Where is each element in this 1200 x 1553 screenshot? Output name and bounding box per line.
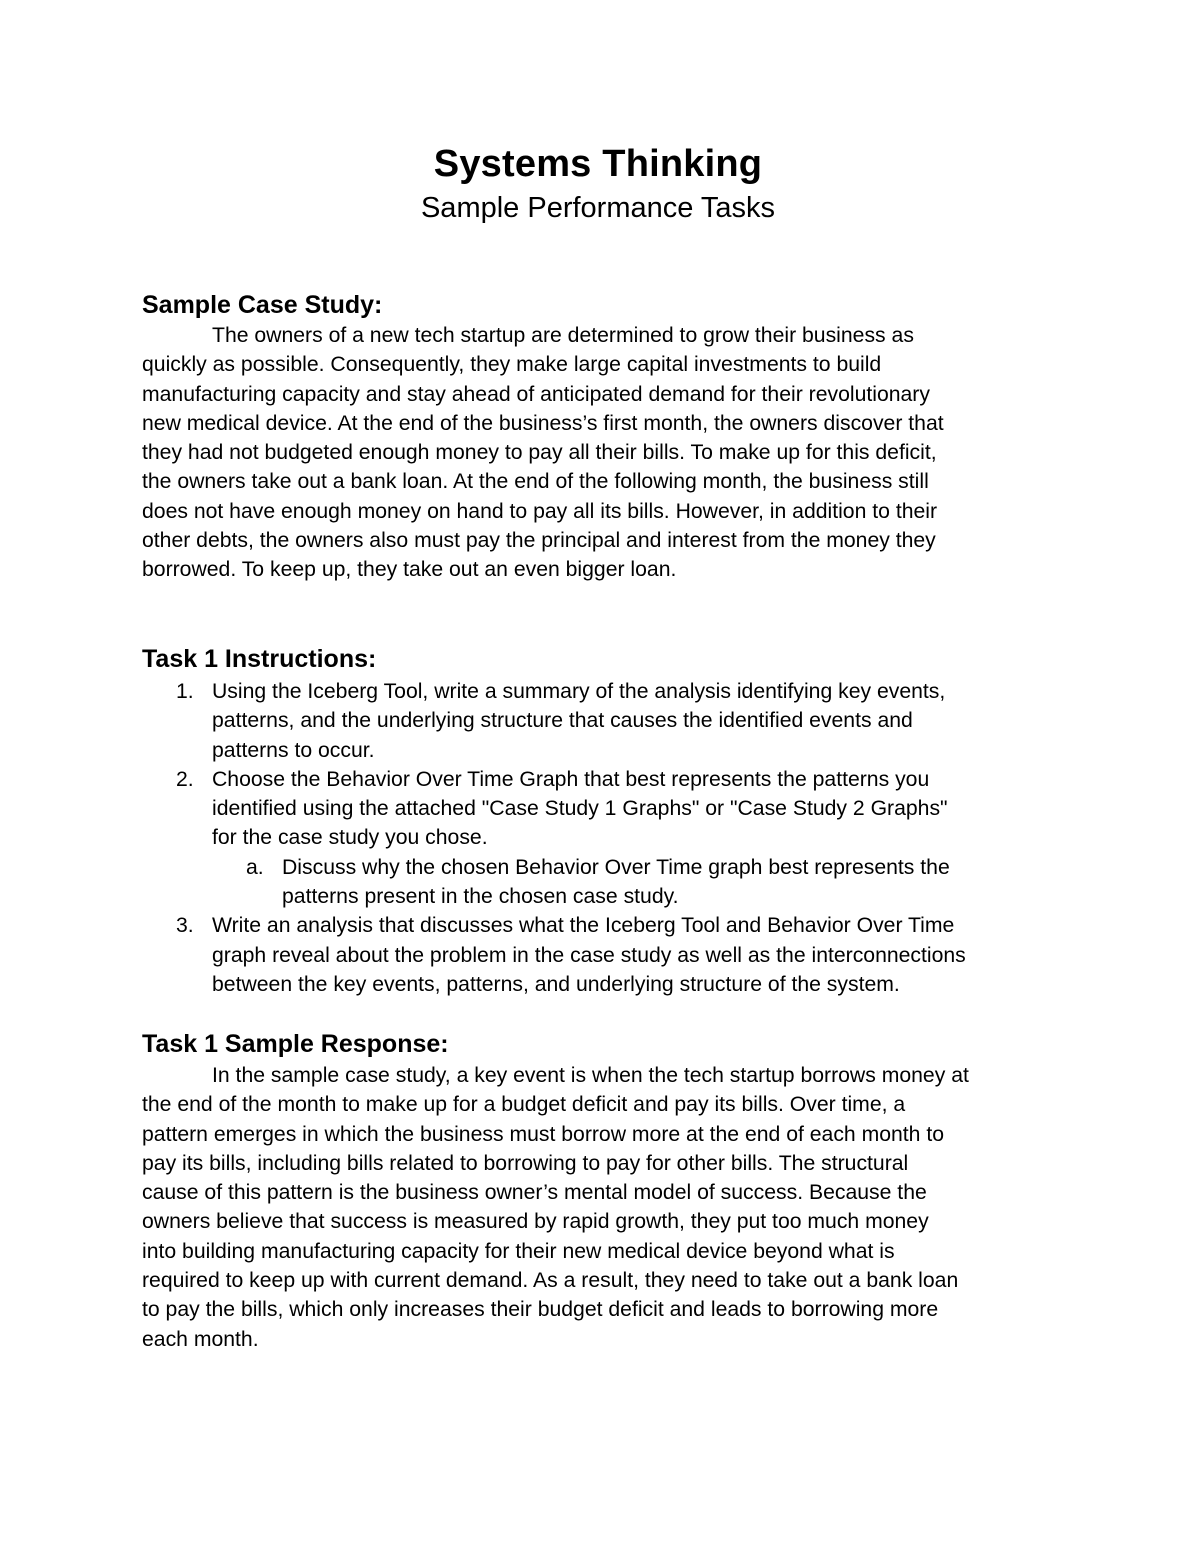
list-item-line: Using the Iceberg Tool, write a summary of the analysis identifying key events, bbox=[212, 680, 946, 703]
list-item bbox=[142, 677, 1062, 765]
case-study-line: new medical device. At the end of the business’s first month, the owners discover that bbox=[142, 411, 944, 435]
document-title: Systems Thinking bbox=[433, 143, 763, 185]
case-study-line: other debts, the owners also must pay the principal and interest from the money they bbox=[142, 529, 936, 553]
task1-response-paragraph bbox=[142, 1061, 1062, 1354]
case-study-line: does not have enough money on hand to pay all its bills. However, in addition to their bbox=[142, 499, 938, 523]
list-item-line: for the case study you chose. bbox=[212, 826, 488, 850]
case-study-line: the owners take out a bank loan. At the end of the following month, the business still bbox=[142, 470, 929, 494]
response-line: into building manufacturing capacity for their new medical device beyond what is bbox=[142, 1239, 895, 1263]
case-study-paragraph bbox=[142, 321, 1062, 585]
case-study-line: borrowed. To keep up, they take out an even bigger loan. bbox=[142, 558, 677, 582]
case-study-line: they had not budgeted enough money to pay all their bills. To make up for this deficit, bbox=[142, 441, 937, 465]
response-line: to pay the bills, which only increases their budget deficit and leads to borrowing more bbox=[142, 1298, 939, 1322]
case-study-heading: Sample Case Study: bbox=[142, 291, 383, 319]
list-item-line: patterns to occur. bbox=[212, 738, 375, 762]
sublist bbox=[212, 853, 1062, 912]
list-item bbox=[142, 765, 1062, 911]
sublist-item bbox=[212, 853, 1062, 912]
case-study-line: The owners of a new tech startup are determined to grow their business as bbox=[212, 324, 914, 347]
list-marker: 2. bbox=[176, 767, 194, 791]
sublist-item-line: Discuss why the chosen Behavior Over Time graph best represents the bbox=[282, 855, 950, 879]
task1-instructions-list bbox=[142, 677, 1062, 999]
sublist-marker: a. bbox=[246, 855, 264, 879]
task1-response-heading: Task 1 Sample Response: bbox=[142, 1030, 449, 1058]
document-subtitle: Sample Performance Tasks bbox=[420, 192, 776, 224]
list-item-line: graph reveal about the problem in the case study as well as the interconnections bbox=[212, 943, 966, 967]
response-line: cause of this pattern is the business owner’s mental model of success. Because the bbox=[142, 1181, 927, 1205]
case-study-line: quickly as possible. Consequently, they make large capital investments to build bbox=[142, 353, 882, 377]
response-line: required to keep up with current demand. As a result, they need to take out a bank loan bbox=[142, 1269, 959, 1293]
list-item-line: Write an analysis that discusses what the Iceberg Tool and Behavior Over Time bbox=[212, 914, 955, 938]
response-line: the end of the month to make up for a budget deficit and pay its bills. Over time, a bbox=[142, 1093, 906, 1117]
sublist-item-line: patterns present in the chosen case study. bbox=[282, 885, 679, 909]
list-item-line: Choose the Behavior Over Time Graph that best represents the patterns you bbox=[212, 767, 930, 791]
list-item-line: identified using the attached "Case Study 1 Graphs" or "Case Study 2 Graphs" bbox=[212, 797, 948, 821]
list-item-line: patterns, and the underlying structure that causes the identified events and bbox=[212, 709, 913, 733]
list-marker: 3. bbox=[176, 914, 194, 938]
response-line: each month. bbox=[142, 1327, 259, 1351]
list-item bbox=[142, 911, 1062, 999]
response-line: owners believe that success is measured by rapid growth, they put too much money bbox=[142, 1210, 929, 1234]
list-marker: 1. bbox=[176, 680, 194, 703]
response-line: In the sample case study, a key event is when the tech startup borrows money at bbox=[212, 1064, 969, 1087]
task1-instructions-heading: Task 1 Instructions: bbox=[142, 645, 377, 673]
case-study-line: manufacturing capacity and stay ahead of anticipated demand for their revolutionary bbox=[142, 382, 930, 406]
list-item-line: between the key events, patterns, and underlying structure of the system. bbox=[212, 972, 900, 996]
response-line: pattern emerges in which the business must borrow more at the end of each month to bbox=[142, 1122, 945, 1146]
response-line: pay its bills, including bills related to borrowing to pay for other bills. The structural bbox=[142, 1151, 909, 1175]
